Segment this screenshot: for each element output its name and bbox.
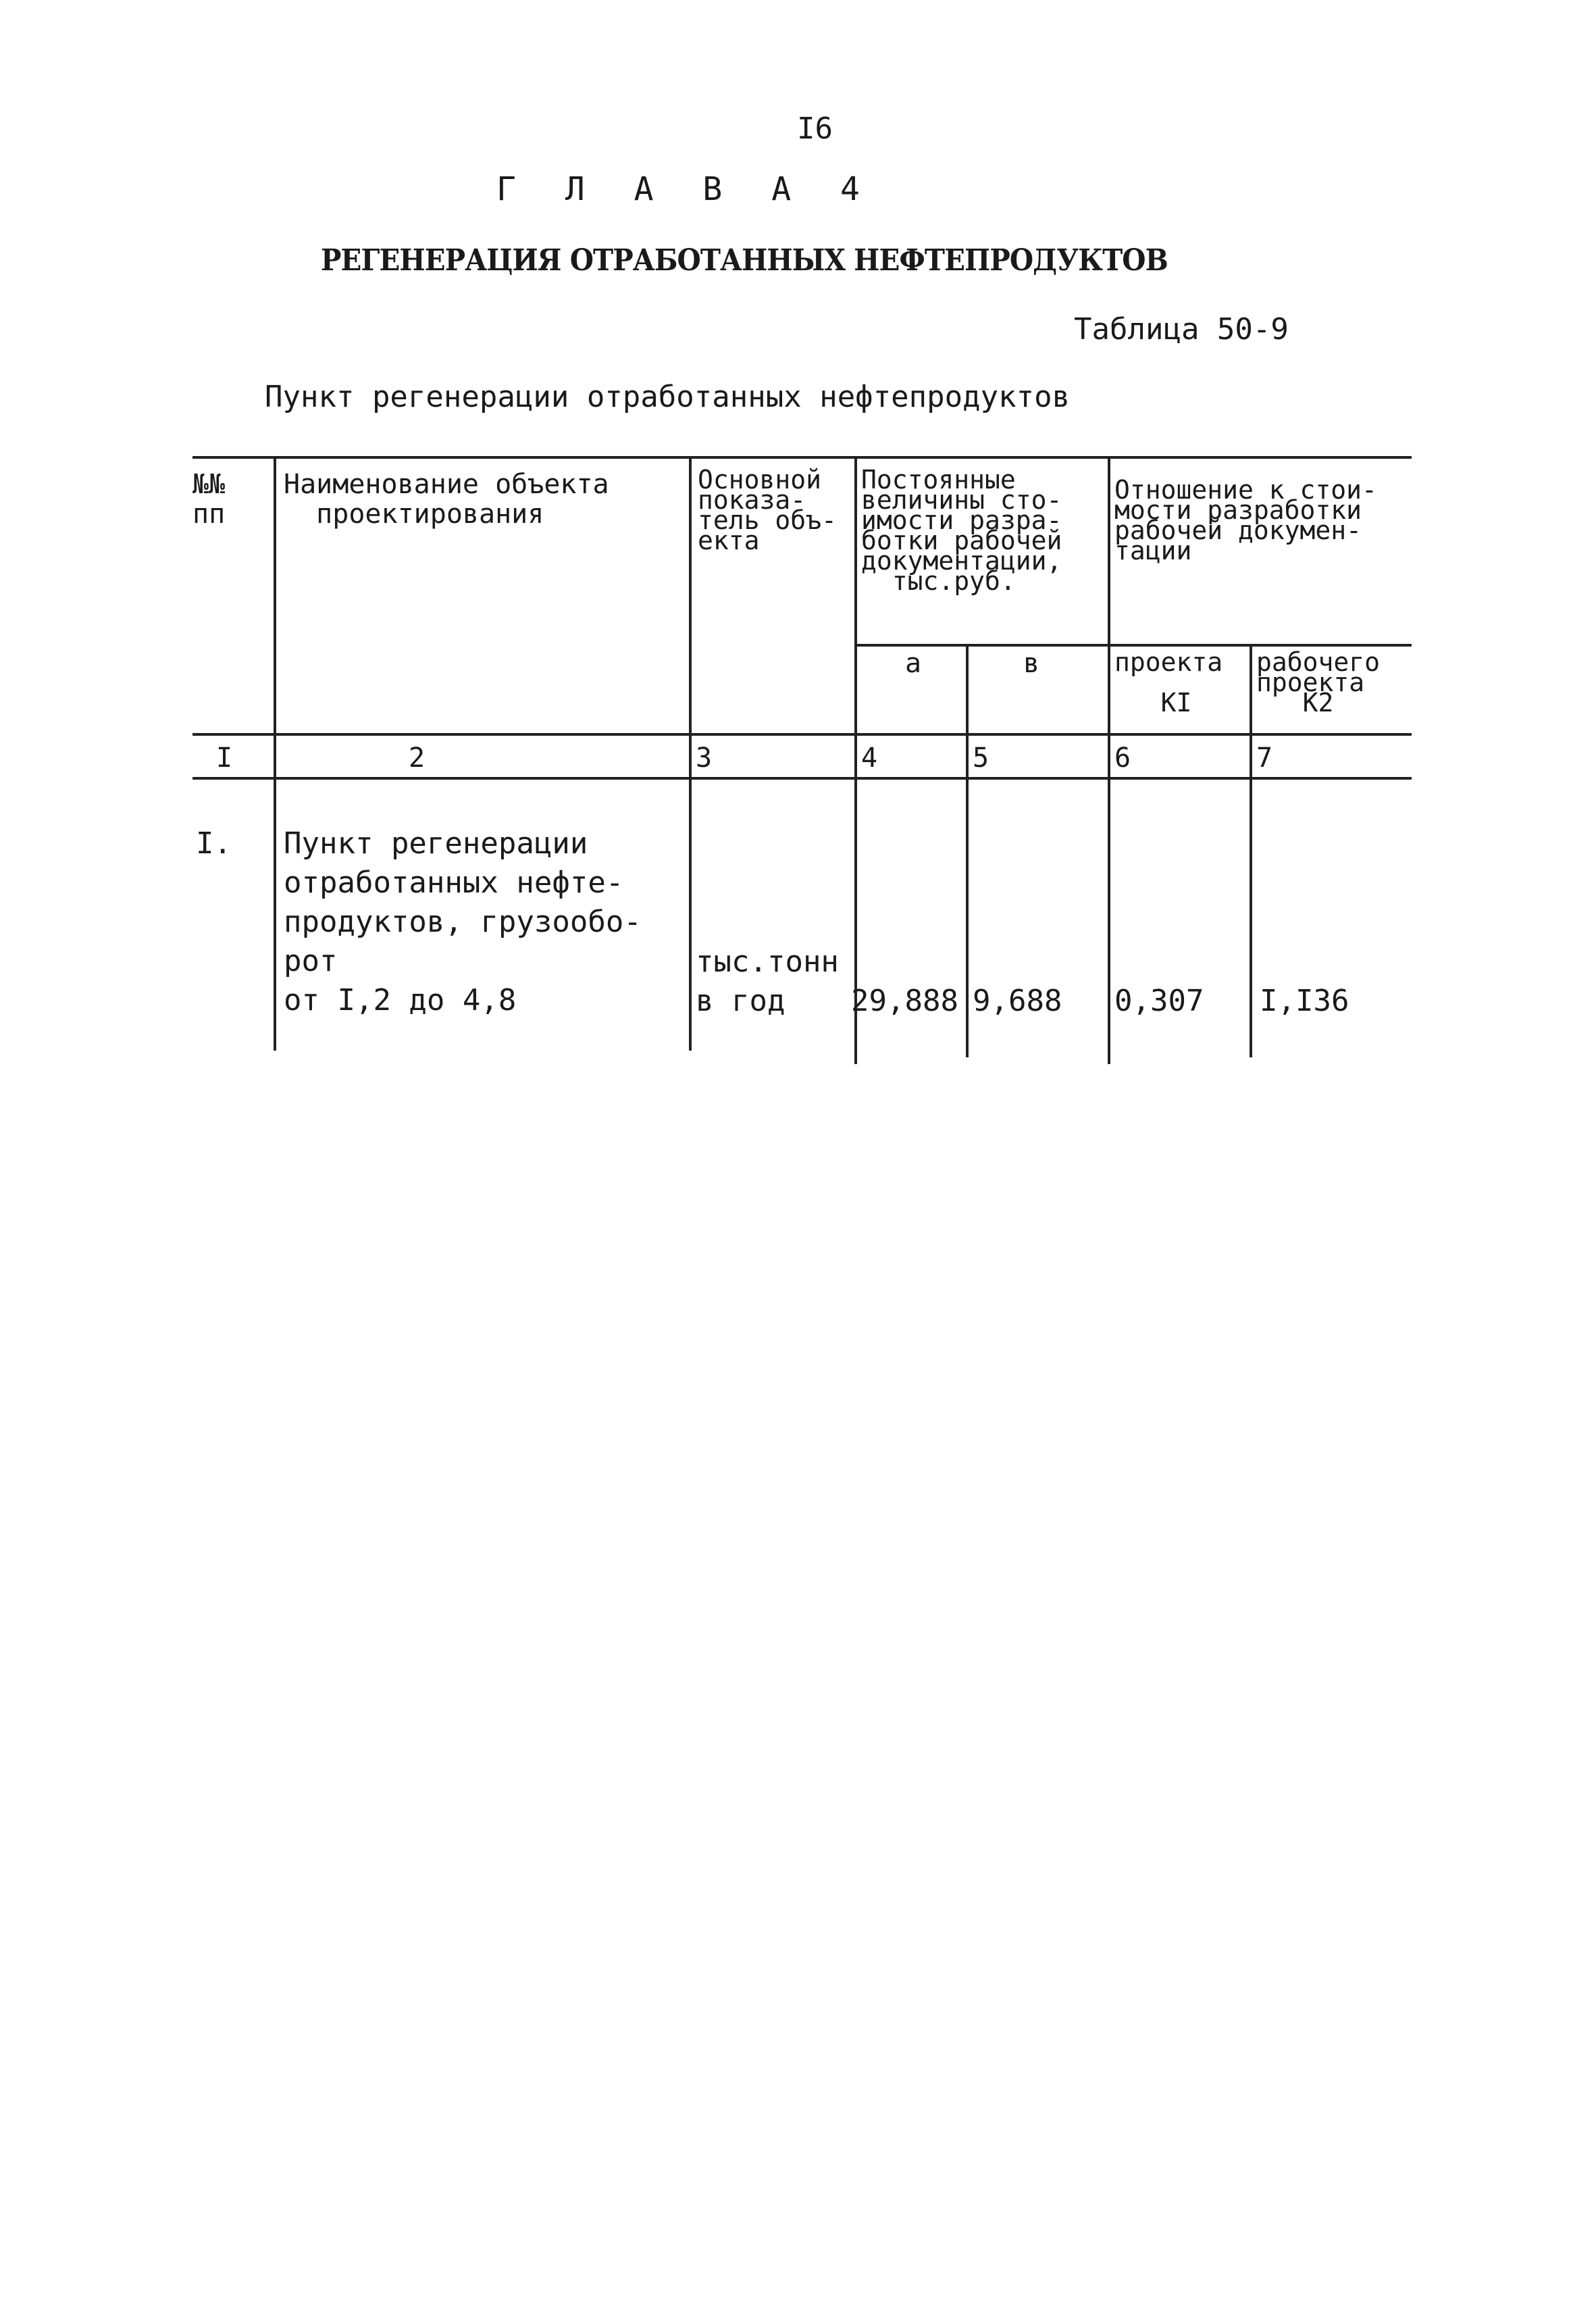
table-subtitle: Пункт регенерации отработанных нефтепродуктов	[265, 380, 1071, 414]
row-value-b: 9,688	[973, 984, 1062, 1018]
row-value-k2: I,I36	[1260, 984, 1349, 1018]
cost-table	[192, 456, 1412, 1064]
row-value-a: 29,888	[851, 984, 958, 1018]
number-cell-2: 2	[409, 743, 426, 774]
chapter-title: РЕГЕНЕРАЦИЯ ОТРАБОТАННЫХ НЕФТЕПРОДУКТОВ	[321, 243, 1168, 278]
col-divider-5	[1108, 456, 1110, 1064]
col-divider-4	[966, 644, 969, 1057]
header-col-b: в	[1023, 648, 1040, 679]
col-divider-2	[689, 456, 692, 1051]
number-cell-3: 3	[696, 743, 713, 774]
header-col-k1: проекта КI	[1114, 647, 1223, 718]
row-number: I.	[196, 826, 232, 861]
col-divider-6	[1250, 644, 1252, 1057]
number-cell-1: I	[216, 743, 233, 774]
header-col-name: Наименование объекта проектирования	[284, 469, 609, 530]
row-indicator: тыс.тонн в год	[696, 945, 839, 1018]
table-label: Таблица 50-9	[1074, 312, 1289, 347]
subheader-divider	[854, 644, 1412, 647]
header-bottom-border	[192, 733, 1412, 736]
number-cell-7: 7	[1256, 743, 1273, 774]
header-col-indicator: Основной показа- тель объ- екта	[698, 465, 837, 555]
col-divider-1	[274, 456, 276, 1051]
number-cell-4: 4	[861, 743, 878, 774]
header-col-k2: рабочего проекта К2	[1256, 647, 1381, 718]
header-col-number: №№ пп	[192, 469, 226, 530]
chapter-heading: Г Л А В А 4	[496, 170, 875, 208]
row-name: Пункт регенерации отработанных нефте- продуктов, грузообо- рот от I,2 до 4,8	[284, 826, 642, 1017]
page-number: I6	[797, 111, 833, 146]
numbering-bottom-border	[192, 777, 1412, 780]
header-col-constant-cost: Постоянные величины сто- имости разра- ботки рабочей документации, тыс.руб.	[861, 465, 1062, 596]
number-cell-5: 5	[973, 743, 989, 774]
number-cell-6: 6	[1114, 743, 1131, 774]
col-divider-3	[854, 456, 857, 1064]
row-value-k1: 0,307	[1114, 984, 1204, 1018]
header-col-ratio: Отношение к стои- мости разработки рабочей докумен- тации	[1114, 475, 1377, 565]
table-top-border	[192, 456, 1412, 459]
header-col-a: а	[905, 648, 922, 679]
